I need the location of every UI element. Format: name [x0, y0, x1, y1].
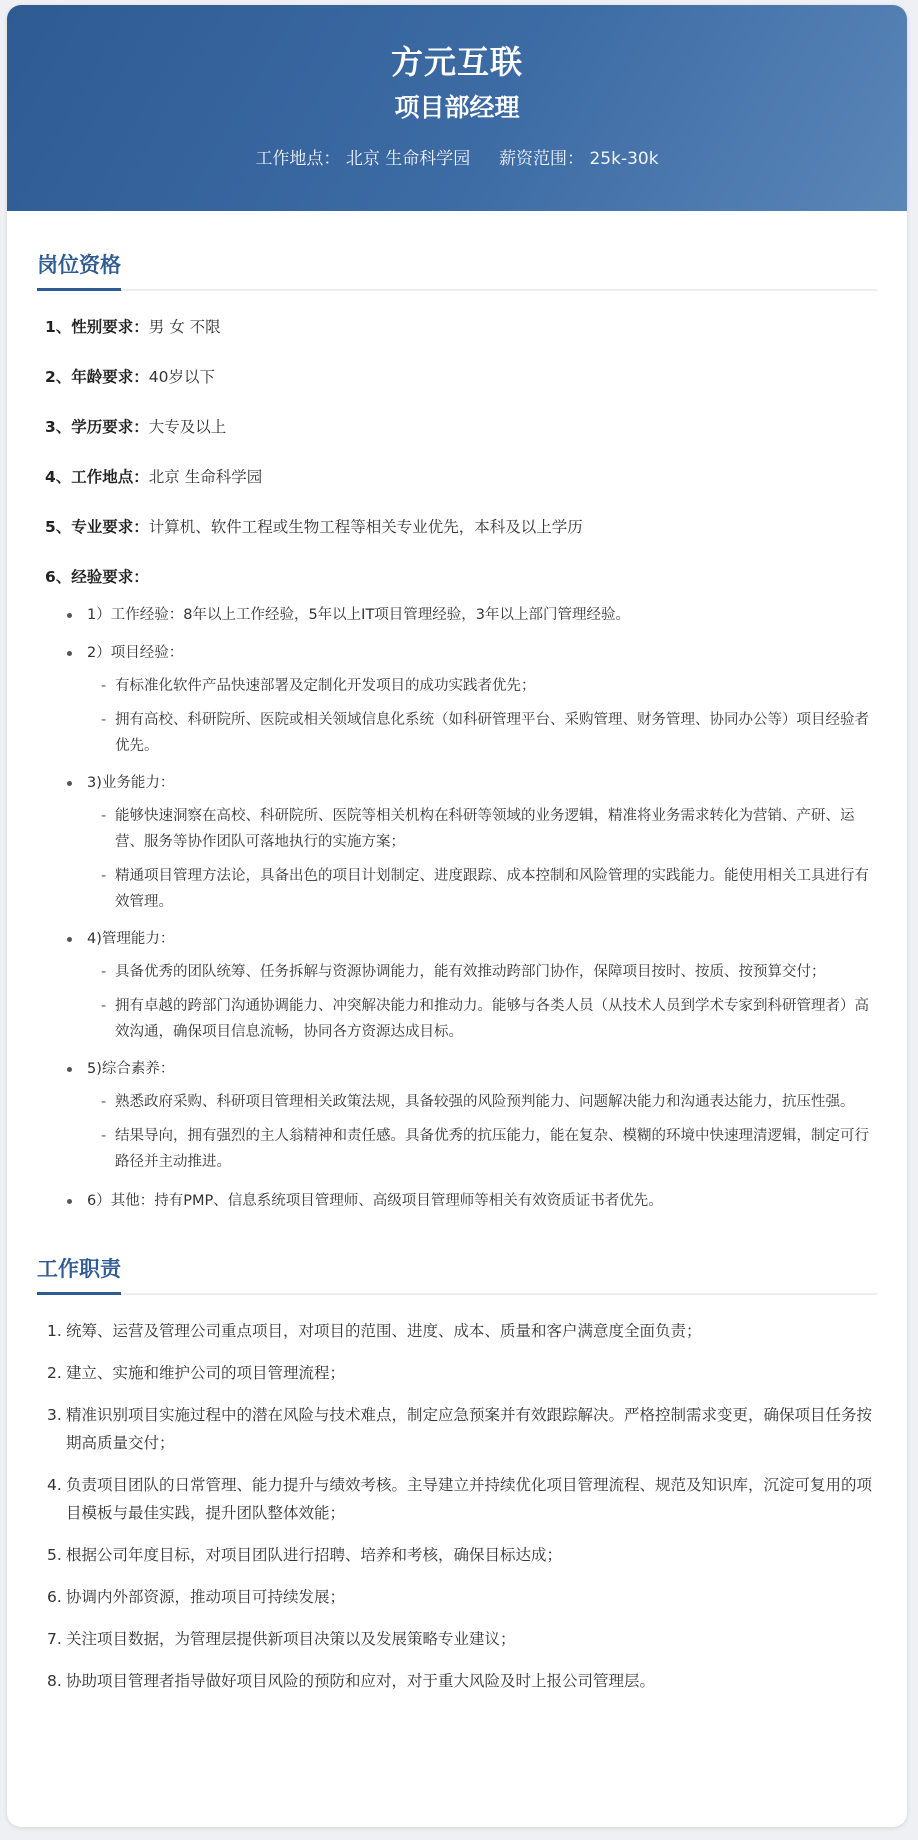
experience-item: 1）工作经验：8年以上工作经验，5年以上IT项目管理经验，3年以上部门管理经验。 [65, 603, 877, 627]
qualifications-section [7, 211, 907, 1213]
experience-item: 6）其他：持有PMP、信息系统项目管理师、高级项目管理师等相关有效资质证书者优先。 [65, 1189, 877, 1213]
duty-item: 5. 根据公司年度目标，对项目团队进行招聘、培养和考核，确保目标达成； [47, 1546, 563, 1564]
duties-list [37, 1317, 877, 1695]
duty-item: 1. 统筹、运营及管理公司重点项目，对项目的范围、进度、成本、质量和客户满意度全面负责； [47, 1322, 702, 1340]
duty-item: 7. 关注项目数据，为管理层提供新项目决策以及发展策略专业建议； [47, 1630, 516, 1648]
duties-title: 工作职责 [37, 1254, 121, 1295]
experience-detail: - 熟悉政府采购、科研项目管理相关政策法规，具备较强的风险预判能力、问题解决能力和沟通表达能力，抗压性强。 [101, 1089, 877, 1115]
experience-detail: - 拥有高校、科研院所、医院或相关领域信息化系统（如科研管理平台、采购管理、财务管理、协同办公等）项目经验者优先。 [101, 707, 877, 759]
experience-list [37, 603, 877, 1213]
job-card [7, 5, 907, 1827]
requirement-item: 1、性别要求：男 女 不限 [45, 318, 221, 336]
job-meta [7, 147, 907, 171]
job-header [7, 5, 907, 211]
duty-item: 4. 负责项目团队的日常管理、能力提升与绩效考核。主导建立并持续优化项目管理流程、规范及知识库，沉淀可复用的项目模板与最佳实践，提升团队整体效能； [47, 1476, 873, 1522]
experience-item: 3)业务能力： - 能够快速洞察在高校、科研院所、医院等相关机构在科研等领域的业务逻辑，精准将业务需求转化为营销、产研、运营、服务等协作团队可落地执行的实施方案； - 精通项目管理方法论，具备出色的项目计划制定、进度跟踪、成本控制和风险管理的实践能力。能使用相关工具进行有效管理。 [65, 771, 877, 915]
experience-detail: - 有标准化软件产品快速部署及定制化开发项目的成功实践者优先； [101, 673, 877, 699]
experience-detail: - 具备优秀的团队统筹、任务拆解与资源协调能力，能有效推动跨部门协作，保障项目按时、按质、按预算交付； [101, 959, 877, 985]
requirement-item: 3、学历要求：大专及以上 [45, 418, 227, 436]
location-value: 北京 生命科学园 [345, 149, 471, 169]
experience-item: 4)管理能力： - 具备优秀的团队统筹、任务拆解与资源协调能力，能有效推动跨部门协作，保障项目按时、按质、按预算交付； - 拥有卓越的跨部门沟通协调能力、冲突解决能力和推动力。能够与各类人员（从技术人员到学术专家到科研管理者）高效沟通，确保项目信息流畅，协同各方资源达成目标。 [65, 927, 877, 1045]
experience-detail: - 拥有卓越的跨部门沟通协调能力、冲突解决能力和推动力。能够与各类人员（从技术人员到学术专家到科研管理者）高效沟通，确保项目信息流畅，协同各方资源达成目标。 [101, 993, 877, 1045]
duty-item: 8. 协助项目管理者指导做好项目风险的预防和应对，对于重大风险及时上报公司管理层。 [47, 1672, 656, 1690]
company-name: 方元互联 [390, 43, 523, 81]
requirement-item: 4、工作地点：北京 生命科学园 [45, 468, 263, 486]
duty-item: 3. 精准识别项目实施过程中的潜在风险与技术难点，制定应急预案并有效跟踪解决。严格控制需求变更，确保项目任务按期高质量交付； [47, 1406, 873, 1452]
experience-item: 2）项目经验： - 有标准化软件产品快速部署及定制化开发项目的成功实践者优先； - 拥有高校、科研院所、医院或相关领域信息化系统（如科研管理平台、采购管理、财务管理、协同办公等）项目经验者优先。 [65, 641, 877, 759]
location-label: 工作地点： [255, 149, 341, 169]
salary-label: 薪资范围： [499, 149, 585, 169]
requirement-item: 6、经验要求： [45, 568, 149, 586]
experience-detail: - 精通项目管理方法论，具备出色的项目计划制定、进度跟踪、成本控制和风险管理的实践能力。能使用相关工具进行有效管理。 [101, 863, 877, 915]
requirement-item: 2、年龄要求：40岁以下 [45, 368, 216, 386]
qualifications-title: 岗位资格 [37, 250, 121, 291]
duties-section [7, 1213, 907, 1695]
experience-detail: - 结果导向，拥有强烈的主人翁精神和责任感。具备优秀的抗压能力，能在复杂、模糊的环境中快速理清逻辑，制定可行路径并主动推进。 [101, 1123, 877, 1175]
salary-value: 25k-30k [589, 149, 659, 169]
duty-item: 2. 建立、实施和维护公司的项目管理流程； [47, 1364, 346, 1382]
experience-detail: - 能够快速洞察在高校、科研院所、医院等相关机构在科研等领域的业务逻辑，精准将业务需求转化为营销、产研、运营、服务等协作团队可落地执行的实施方案； [101, 803, 877, 855]
duty-item: 6. 协调内外部资源，推动项目可持续发展； [47, 1588, 346, 1606]
position-title: 项目部经理 [394, 93, 520, 122]
experience-item: 5)综合素养： - 熟悉政府采购、科研项目管理相关政策法规，具备较强的风险预判能力、问题解决能力和沟通表达能力，抗压性强。 - 结果导向，拥有强烈的主人翁精神和责任感。具备优秀的抗压能力，能在复杂、模糊的环境中快速理清逻辑，制定可行路径并主动推进。 [65, 1057, 877, 1175]
requirement-item: 5、专业要求：计算机、软件工程或生物工程等相关专业优先，本科及以上学历 [45, 518, 583, 536]
